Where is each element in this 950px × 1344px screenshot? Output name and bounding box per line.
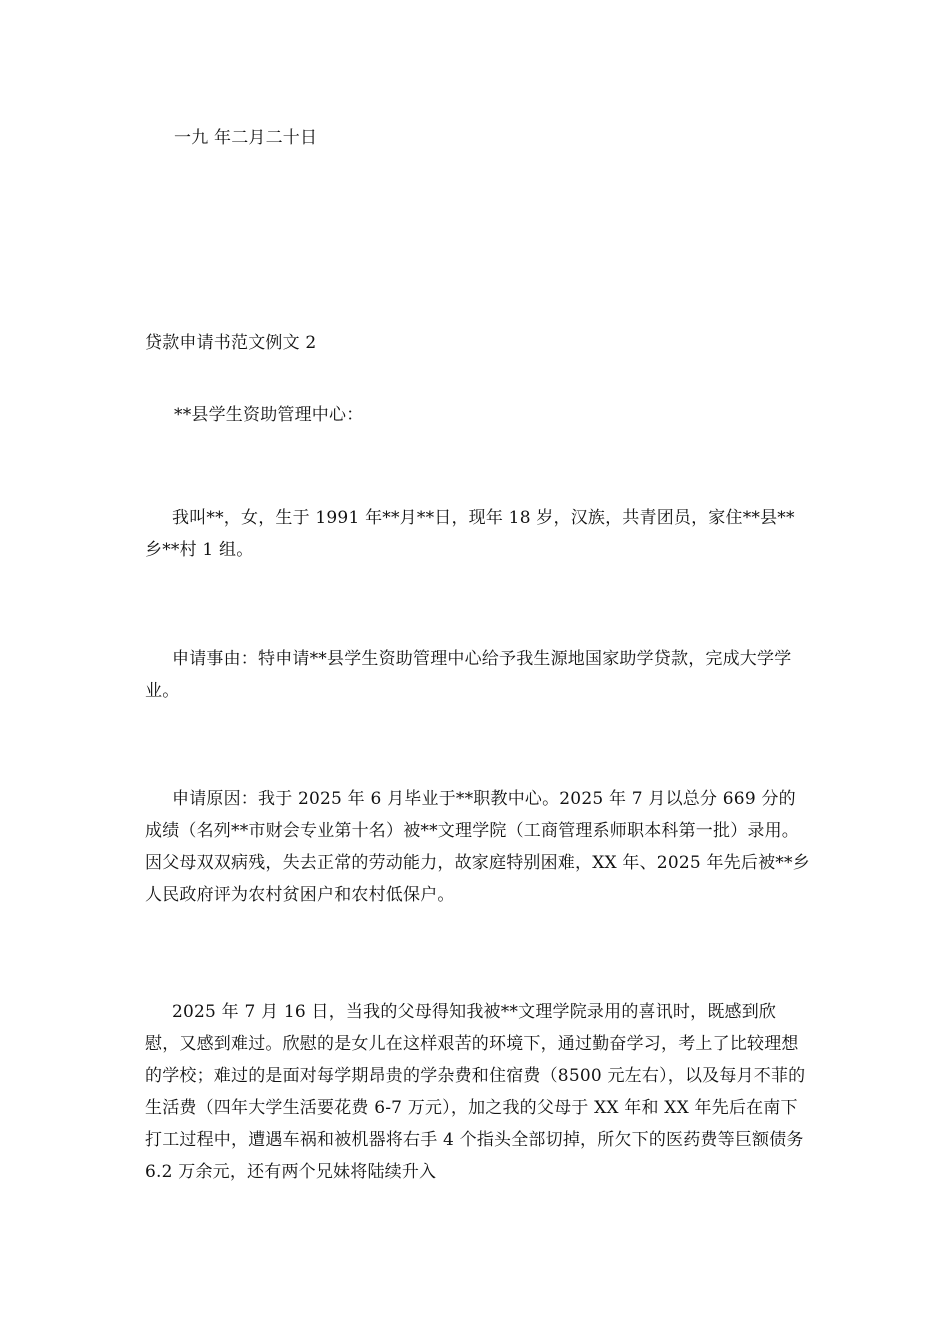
- paragraph-application-reason: 申请原因：我于 2025 年 6 月毕业于**职教中心。2025 年 7 月以总分 669 分的成绩（名列**市财会专业第十名）被**文理学院（工商管理系师职本科第一批）录用。因父母双双病残，失去正常的劳动能力，故家庭特别困难，XX 年、2025 年先后被**乡人民政府评为农村贫困户和农村低保户。: [145, 789, 810, 905]
- salutation: **县学生资助管理中心：: [174, 405, 364, 425]
- paragraph-personal-info: 我叫**，女，生于 1991 年**月**日，现年 18 岁，汉族，共青团员，家住**县**乡**村 1 组。: [145, 508, 795, 560]
- paragraph-application-reason-summary: 申请事由：特申请**县学生资助管理中心给予我生源地国家助学贷款，完成大学学业。: [145, 649, 792, 701]
- paragraph-family-situation: 2025 年 7 月 16 日，当我的父母得知我被**文理学院录用的喜讯时，既感到欣慰，又感到难过。欣慰的是女儿在这样艰苦的环境下，通过勤奋学习，考上了比较理想的学校；难过的是面对每学期昂贵的学杂费和住宿费（8500 元左右），以及每月不菲的生活费（四年大学生活要花费 6-7 万元），加之我的父母于 XX 年和 XX 年先后在南下打工过程中，遭遇车祸和被机器将右手 4 个指头全部切掉，所欠下的医药费等巨额债务 6.2 万余元，还有两个兄妹将陆续升入: [145, 1002, 806, 1182]
- section-title: 贷款申请书范文例文 2: [145, 333, 317, 353]
- date-line: 一九 年二月二十日: [174, 128, 318, 148]
